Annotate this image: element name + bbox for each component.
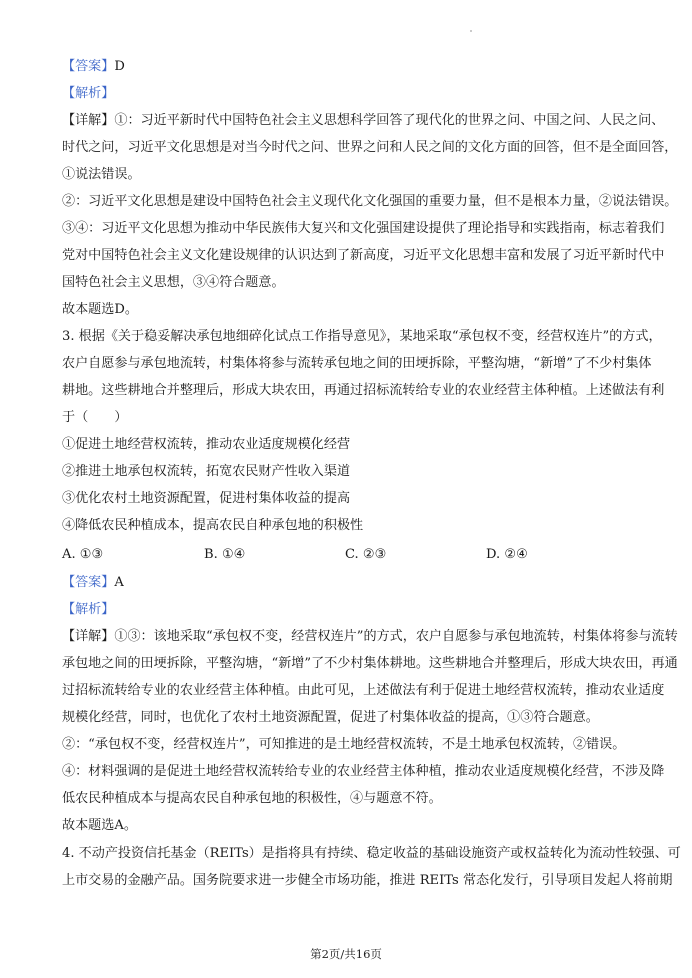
- question-stem-line: 耕地。这些耕地合并整理后，形成大块农田，再通过招标流转给专业的农业经营主体种植。上述做法有利: [62, 383, 665, 398]
- q2-answer-line: [62, 58, 125, 76]
- answer-value: A: [114, 575, 124, 590]
- conclusion-line: 故本题选A。: [62, 818, 137, 833]
- question-stem-line: 4. 不动产投资信托基金（REITs）是指将具有持续、稳定收益的基础设施资产或权益转化为流动性较强、可: [62, 846, 681, 861]
- text-line: ③④：习近平文化思想为推动中华民族伟大复兴和文化强国建设提供了理论指导和实践指南，标志着我们: [62, 221, 665, 236]
- text-line: 过招标流转给专业的农业经营主体种植。由此可见，上述做法有利于促进土地经营权流转，推动农业适度: [62, 683, 665, 698]
- page-footer: 第2页/共16页: [310, 947, 382, 961]
- option-b: B. ①④: [204, 547, 246, 562]
- question-stem-line: 于（ ）: [62, 410, 128, 425]
- option-c: C. ②③: [345, 547, 387, 562]
- text-line: ①③：该地采取“承包权不变，经营权连片”的方式，农户自愿参与承包地流转，村集体将参与流转: [114, 629, 678, 644]
- q3-answer-line: [62, 574, 124, 592]
- q2-analysis-line: [62, 85, 114, 103]
- statement-item: ①促进土地经营权流转，推动农业适度规模化经营: [62, 437, 351, 452]
- scan-speck: [470, 30, 472, 32]
- statement-item: ③优化农村土地资源配置，促进村集体收益的提高: [62, 491, 351, 506]
- text-line: ②：“承包权不变，经营权连片”，可知推进的是土地经营权流转，不是土地承包权流转，②错误。: [62, 737, 626, 752]
- q2-detail-line: [62, 112, 664, 130]
- question-stem-line: 农户自愿参与承包地流转，村集体将参与流转承包地之间的田埂拆除，平整沟塘，“新增”了不少村集体: [62, 356, 652, 371]
- question-stem-line: 3. 根据《关于稳妥解决承包地细碎化试点工作指导意见》，某地采取“承包权不变，经营权连片”的方式，: [62, 329, 662, 344]
- text-line: ④：材料强调的是促进土地经营权流转给专业的农业经营主体种植，推动农业适度规模化经营，不涉及降: [62, 764, 665, 779]
- answer-tag: 【答案】: [62, 575, 115, 590]
- option-d: D. ②④: [486, 547, 528, 562]
- statement-item: ④降低农民种植成本，提高农民自种承包地的积极性: [62, 518, 364, 533]
- detail-tag: 【详解】: [62, 113, 115, 128]
- text-line: ②：习近平文化思想是建设中国特色社会主义现代化文化强国的重要力量，但不是根本力量，②说法错误。: [62, 194, 678, 209]
- question-stem-line: 上市交易的金融产品。国务院要求进一步健全市场功能，推进 REITs 常态化发行，引导项目发起人将前期: [62, 873, 673, 888]
- option-a: A. ①③: [62, 547, 104, 562]
- q3-detail-line: [62, 628, 678, 646]
- text-line: 规模化经营，同时，也优化了农村土地资源配置，促进了村集体收益的提高，①③符合题意。: [62, 710, 599, 725]
- text-line: 党对中国特色社会主义文化建设规律的认识达到了新高度，习近平文化思想丰富和发展了习近平新时代中: [62, 248, 665, 263]
- answer-value: D: [114, 59, 125, 74]
- text-line: 时代之问，习近平文化思想是对当今时代之问、世界之问和人民之间的文化方面的回答，但不是全面回答，: [62, 140, 678, 155]
- text-line: ①说法错误。: [62, 167, 141, 182]
- analysis-tag: 【解析】: [62, 602, 115, 617]
- conclusion-line: 故本题选D。: [62, 302, 138, 317]
- text-line: 国特色社会主义思想，③④符合题意。: [62, 275, 285, 290]
- q3-analysis-line: [62, 601, 114, 619]
- detail-tag: 【详解】: [62, 629, 115, 644]
- answer-tag: 【答案】: [62, 59, 115, 74]
- text-line: ①：习近平新时代中国特色社会主义思想科学回答了现代化的世界之问、中国之问、人民之问、: [114, 113, 665, 128]
- analysis-tag: 【解析】: [62, 86, 115, 101]
- statement-item: ②推进土地承包权流转，拓宽农民财产性收入渠道: [62, 464, 351, 479]
- text-line: 低农民种植成本与提高农民自种承包地的积极性，④与题意不符。: [62, 791, 442, 806]
- text-line: 承包地之间的田埂拆除，平整沟塘，“新增”了不少村集体耕地。这些耕地合并整理后，形成大块农田，再通: [62, 656, 678, 671]
